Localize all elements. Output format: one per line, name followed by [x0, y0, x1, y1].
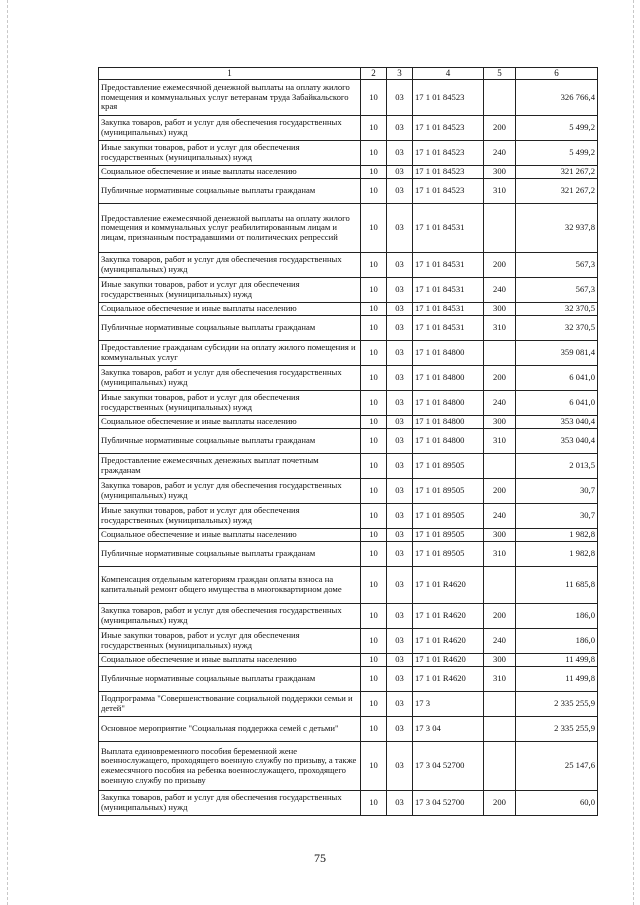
cell-subsection: 03 — [387, 316, 413, 341]
cell-subsection: 03 — [387, 303, 413, 316]
cell-amount: 1 982,8 — [516, 542, 598, 567]
cell-section: 10 — [361, 454, 387, 479]
cell-expense-type — [484, 717, 516, 742]
cell-section: 10 — [361, 654, 387, 667]
cell-section: 10 — [361, 391, 387, 416]
cell-section: 10 — [361, 629, 387, 654]
cell-expense-type: 240 — [484, 141, 516, 166]
cell-section: 10 — [361, 542, 387, 567]
cell-name: Закупка товаров, работ и услуг для обеспечения государственных (муниципальных) нужд — [99, 479, 361, 504]
cell-amount: 11 685,8 — [516, 567, 598, 604]
cell-target-code: 17 3 04 52700 — [413, 791, 484, 816]
cell-name: Закупка товаров, работ и услуг для обеспечения государственных (муниципальных) нужд — [99, 604, 361, 629]
table-row — [99, 504, 598, 529]
table-row — [99, 429, 598, 454]
cell-target-code: 17 1 01 84531 — [413, 316, 484, 341]
cell-amount: 5 499,2 — [516, 141, 598, 166]
cell-target-code: 17 1 01 84800 — [413, 416, 484, 429]
cell-section: 10 — [361, 341, 387, 366]
cell-target-code: 17 1 01 R4620 — [413, 567, 484, 604]
header-col-4: 4 — [413, 68, 484, 80]
cell-subsection: 03 — [387, 454, 413, 479]
cell-section: 10 — [361, 80, 387, 116]
cell-subsection: 03 — [387, 654, 413, 667]
cell-subsection: 03 — [387, 504, 413, 529]
cell-amount: 11 499,8 — [516, 667, 598, 692]
header-col-1: 1 — [99, 68, 361, 80]
cell-subsection: 03 — [387, 629, 413, 654]
cell-expense-type: 310 — [484, 429, 516, 454]
cell-amount: 186,0 — [516, 629, 598, 654]
table-row — [99, 116, 598, 141]
cell-target-code: 17 1 01 89505 — [413, 479, 484, 504]
table-row — [99, 316, 598, 341]
cell-subsection: 03 — [387, 717, 413, 742]
cell-subsection: 03 — [387, 341, 413, 366]
cell-section: 10 — [361, 529, 387, 542]
cell-subsection: 03 — [387, 567, 413, 604]
cell-name: Социальное обеспечение и иные выплаты населению — [99, 166, 361, 179]
cell-expense-type: 200 — [484, 479, 516, 504]
cell-name: Предоставление ежемесячной денежной выплаты на оплату жилого помещения и коммунальных услуг ветеранам труда Забайкальского края — [99, 80, 361, 116]
cell-subsection: 03 — [387, 366, 413, 391]
cell-expense-type: 310 — [484, 179, 516, 204]
cell-name: Иные закупки товаров, работ и услуг для обеспечения государственных (муниципальных) нужд — [99, 504, 361, 529]
cell-target-code: 17 3 04 — [413, 717, 484, 742]
cell-target-code: 17 1 01 89505 — [413, 504, 484, 529]
cell-section: 10 — [361, 179, 387, 204]
cell-section: 10 — [361, 316, 387, 341]
cell-name: Публичные нормативные социальные выплаты гражданам — [99, 667, 361, 692]
cell-expense-type: 300 — [484, 529, 516, 542]
cell-amount: 6 041,0 — [516, 366, 598, 391]
table-row — [99, 629, 598, 654]
cell-expense-type: 300 — [484, 654, 516, 667]
cell-subsection: 03 — [387, 529, 413, 542]
cell-section: 10 — [361, 429, 387, 454]
table-row — [99, 542, 598, 567]
table-row — [99, 141, 598, 166]
table-row — [99, 416, 598, 429]
cell-subsection: 03 — [387, 80, 413, 116]
cell-name: Иные закупки товаров, работ и услуг для обеспечения государственных (муниципальных) нужд — [99, 391, 361, 416]
cell-target-code: 17 1 01 84800 — [413, 341, 484, 366]
cell-expense-type: 200 — [484, 116, 516, 141]
cell-expense-type: 240 — [484, 391, 516, 416]
cell-name: Закупка товаров, работ и услуг для обеспечения государственных (муниципальных) нужд — [99, 253, 361, 278]
cell-expense-type: 200 — [484, 253, 516, 278]
cell-amount: 353 040,4 — [516, 416, 598, 429]
cell-amount: 6 041,0 — [516, 391, 598, 416]
table-row — [99, 717, 598, 742]
cell-target-code: 17 1 01 R4620 — [413, 667, 484, 692]
header-col-2: 2 — [361, 68, 387, 80]
cell-amount: 321 267,2 — [516, 179, 598, 204]
cell-subsection: 03 — [387, 791, 413, 816]
cell-name: Предоставление гражданам субсидии на оплату жилого помещения и коммунальных услуг — [99, 341, 361, 366]
cell-name: Предоставление ежемесячной денежной выплаты на оплату жилого помещения и коммунальных услуг реабилитированным лицам и лицам, признанным пострадавшими от политических репрессий — [99, 204, 361, 253]
cell-expense-type: 300 — [484, 416, 516, 429]
header-col-5: 5 — [484, 68, 516, 80]
table-row — [99, 791, 598, 816]
cell-section: 10 — [361, 567, 387, 604]
cell-subsection: 03 — [387, 204, 413, 253]
cell-amount: 567,3 — [516, 253, 598, 278]
table-row — [99, 667, 598, 692]
cell-target-code: 17 1 01 84523 — [413, 80, 484, 116]
cell-name: Публичные нормативные социальные выплаты гражданам — [99, 316, 361, 341]
cell-amount: 32 370,5 — [516, 316, 598, 341]
cell-section: 10 — [361, 366, 387, 391]
cell-name: Иные закупки товаров, работ и услуг для обеспечения государственных (муниципальных) нужд — [99, 278, 361, 303]
cell-amount: 60,0 — [516, 791, 598, 816]
cell-expense-type — [484, 567, 516, 604]
cell-target-code: 17 1 01 84523 — [413, 166, 484, 179]
cell-target-code: 17 3 04 52700 — [413, 742, 484, 791]
cell-expense-type: 310 — [484, 667, 516, 692]
cell-name: Предоставление ежемесячных денежных выплат почетным гражданам — [99, 454, 361, 479]
cell-target-code: 17 1 01 89505 — [413, 454, 484, 479]
cell-section: 10 — [361, 742, 387, 791]
cell-amount: 25 147,6 — [516, 742, 598, 791]
budget-table — [98, 67, 598, 816]
cell-name: Закупка товаров, работ и услуг для обеспечения государственных (муниципальных) нужд — [99, 116, 361, 141]
cell-section: 10 — [361, 141, 387, 166]
table-row — [99, 204, 598, 253]
table-row — [99, 529, 598, 542]
table-row — [99, 454, 598, 479]
cell-subsection: 03 — [387, 166, 413, 179]
cell-name: Основное мероприятие "Социальная поддержка семей с детьми" — [99, 717, 361, 742]
cell-expense-type — [484, 341, 516, 366]
cell-section: 10 — [361, 303, 387, 316]
cell-expense-type: 200 — [484, 604, 516, 629]
cell-amount: 2 335 255,9 — [516, 717, 598, 742]
cell-name: Публичные нормативные социальные выплаты гражданам — [99, 542, 361, 567]
table-row — [99, 179, 598, 204]
table-row — [99, 692, 598, 717]
cell-amount: 326 766,4 — [516, 80, 598, 116]
cell-section: 10 — [361, 278, 387, 303]
cell-expense-type — [484, 742, 516, 791]
cell-target-code: 17 1 01 84531 — [413, 204, 484, 253]
cell-target-code: 17 1 01 84531 — [413, 253, 484, 278]
cell-section: 10 — [361, 116, 387, 141]
cell-subsection: 03 — [387, 179, 413, 204]
table-row — [99, 80, 598, 116]
cell-expense-type — [484, 454, 516, 479]
cell-section: 10 — [361, 692, 387, 717]
cell-amount: 186,0 — [516, 604, 598, 629]
table-row — [99, 341, 598, 366]
cell-section: 10 — [361, 166, 387, 179]
table-row — [99, 391, 598, 416]
cell-name: Закупка товаров, работ и услуг для обеспечения государственных (муниципальных) нужд — [99, 791, 361, 816]
table-row — [99, 366, 598, 391]
cell-expense-type: 310 — [484, 316, 516, 341]
cell-target-code: 17 1 01 84523 — [413, 179, 484, 204]
cell-target-code: 17 1 01 84800 — [413, 429, 484, 454]
cell-expense-type — [484, 692, 516, 717]
header-col-3: 3 — [387, 68, 413, 80]
cell-amount: 2 335 255,9 — [516, 692, 598, 717]
cell-amount: 567,3 — [516, 278, 598, 303]
cell-amount: 32 370,5 — [516, 303, 598, 316]
cell-section: 10 — [361, 479, 387, 504]
cell-target-code: 17 1 01 84523 — [413, 141, 484, 166]
cell-name: Закупка товаров, работ и услуг для обеспечения государственных (муниципальных) нужд — [99, 366, 361, 391]
cell-name: Публичные нормативные социальные выплаты гражданам — [99, 429, 361, 454]
scan-edge-right — [633, 0, 634, 905]
cell-section: 10 — [361, 667, 387, 692]
cell-amount: 11 499,8 — [516, 654, 598, 667]
table-row — [99, 479, 598, 504]
cell-section: 10 — [361, 717, 387, 742]
cell-target-code: 17 1 01 R4620 — [413, 604, 484, 629]
cell-subsection: 03 — [387, 479, 413, 504]
table-row — [99, 567, 598, 604]
cell-amount: 30,7 — [516, 504, 598, 529]
cell-subsection: 03 — [387, 253, 413, 278]
cell-section: 10 — [361, 253, 387, 278]
cell-expense-type: 300 — [484, 303, 516, 316]
cell-name: Социальное обеспечение и иные выплаты населению — [99, 529, 361, 542]
table-row — [99, 278, 598, 303]
cell-amount: 30,7 — [516, 479, 598, 504]
table-row — [99, 303, 598, 316]
cell-expense-type — [484, 80, 516, 116]
cell-expense-type: 240 — [484, 504, 516, 529]
cell-expense-type: 300 — [484, 166, 516, 179]
cell-subsection: 03 — [387, 141, 413, 166]
cell-subsection: 03 — [387, 416, 413, 429]
cell-target-code: 17 1 01 84800 — [413, 391, 484, 416]
cell-target-code: 17 3 — [413, 692, 484, 717]
table-row — [99, 654, 598, 667]
cell-subsection: 03 — [387, 742, 413, 791]
cell-amount: 2 013,5 — [516, 454, 598, 479]
cell-expense-type: 240 — [484, 629, 516, 654]
table-row — [99, 253, 598, 278]
cell-expense-type — [484, 204, 516, 253]
cell-target-code: 17 1 01 84800 — [413, 366, 484, 391]
cell-name: Компенсация отдельным категориям граждан оплаты взноса на капитальный ремонт общего имущества в многоквартирном доме — [99, 567, 361, 604]
table-header-row — [99, 68, 598, 80]
cell-name: Социальное обеспечение и иные выплаты населению — [99, 416, 361, 429]
cell-amount: 359 081,4 — [516, 341, 598, 366]
cell-target-code: 17 1 01 84531 — [413, 303, 484, 316]
cell-target-code: 17 1 01 89505 — [413, 529, 484, 542]
cell-name: Публичные нормативные социальные выплаты гражданам — [99, 179, 361, 204]
cell-amount: 1 982,8 — [516, 529, 598, 542]
cell-subsection: 03 — [387, 667, 413, 692]
cell-name: Социальное обеспечение и иные выплаты населению — [99, 303, 361, 316]
cell-subsection: 03 — [387, 429, 413, 454]
table-row — [99, 166, 598, 179]
cell-subsection: 03 — [387, 692, 413, 717]
table-row — [99, 604, 598, 629]
cell-expense-type: 200 — [484, 366, 516, 391]
cell-section: 10 — [361, 604, 387, 629]
header-col-6: 6 — [516, 68, 598, 80]
cell-expense-type: 200 — [484, 791, 516, 816]
cell-subsection: 03 — [387, 391, 413, 416]
cell-target-code: 17 1 01 R4620 — [413, 629, 484, 654]
cell-amount: 321 267,2 — [516, 166, 598, 179]
cell-amount: 5 499,2 — [516, 116, 598, 141]
cell-expense-type: 310 — [484, 542, 516, 567]
cell-target-code: 17 1 01 R4620 — [413, 654, 484, 667]
scan-edge-left — [7, 0, 8, 905]
cell-section: 10 — [361, 791, 387, 816]
page-number: 75 — [314, 851, 326, 865]
cell-name: Выплата единовременного пособия беременной жене военнослужащего, проходящего военную службу по призыву, а также ежемесячного пособия на ребенка военнослужащего, проходящего военную службу по призыву — [99, 742, 361, 791]
cell-name: Иные закупки товаров, работ и услуг для обеспечения государственных (муниципальных) нужд — [99, 141, 361, 166]
cell-subsection: 03 — [387, 116, 413, 141]
cell-subsection: 03 — [387, 278, 413, 303]
cell-target-code: 17 1 01 89505 — [413, 542, 484, 567]
cell-name: Иные закупки товаров, работ и услуг для обеспечения государственных (муниципальных) нужд — [99, 629, 361, 654]
cell-amount: 353 040,4 — [516, 429, 598, 454]
cell-amount: 32 937,8 — [516, 204, 598, 253]
cell-name: Социальное обеспечение и иные выплаты населению — [99, 654, 361, 667]
cell-section: 10 — [361, 504, 387, 529]
cell-subsection: 03 — [387, 542, 413, 567]
cell-section: 10 — [361, 416, 387, 429]
cell-target-code: 17 1 01 84523 — [413, 116, 484, 141]
cell-expense-type: 240 — [484, 278, 516, 303]
cell-name: Подпрограмма "Совершенствование социальной поддержки семьи и детей" — [99, 692, 361, 717]
cell-subsection: 03 — [387, 604, 413, 629]
cell-target-code: 17 1 01 84531 — [413, 278, 484, 303]
table-row — [99, 742, 598, 791]
cell-section: 10 — [361, 204, 387, 253]
